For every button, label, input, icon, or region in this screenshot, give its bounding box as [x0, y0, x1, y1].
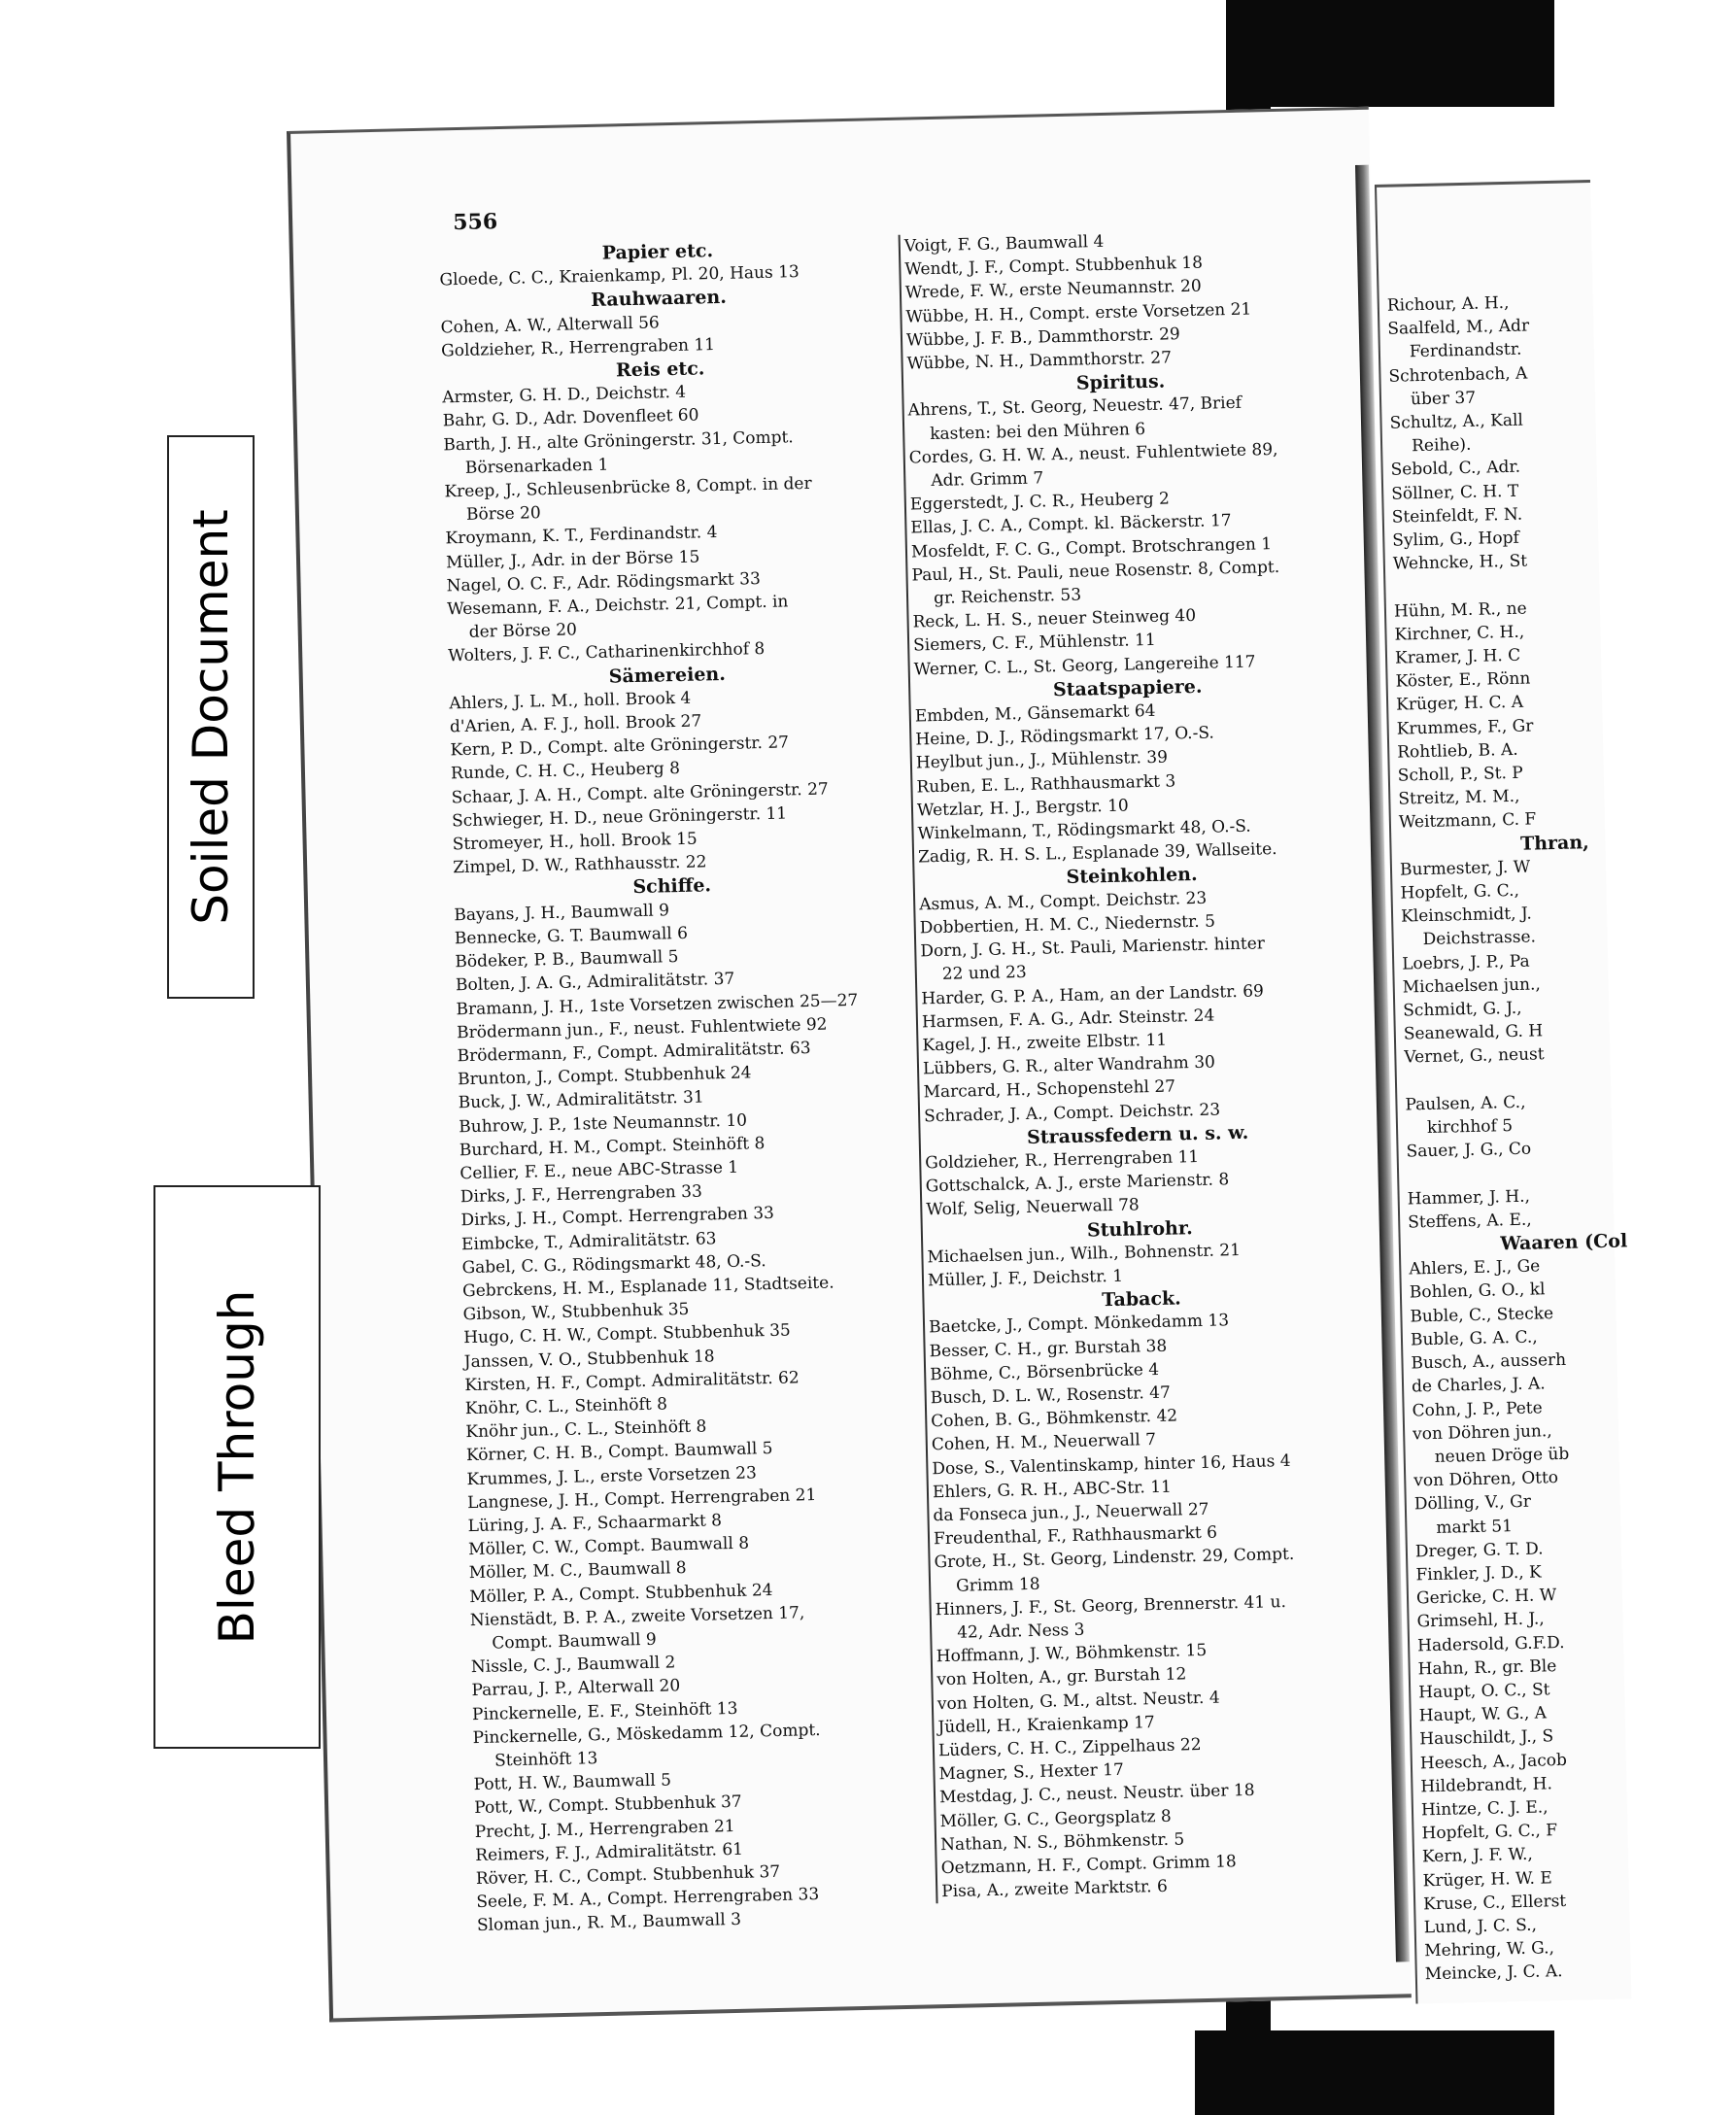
- directory-entry: Cohen, H. M., Neuerwall 7: [931, 1430, 1157, 1455]
- directory-entry: Dölling, V., Gr: [1413, 1492, 1532, 1515]
- directory-entry: Armster, G. H. D., Deichstr. 4: [442, 382, 687, 408]
- entry-continuation: 22 und 23: [941, 963, 1027, 985]
- directory-entry: Schultz, A., Kall: [1389, 410, 1524, 433]
- directory-entry: Langnese, J. H., Compt. Herrengraben 21: [466, 1484, 817, 1513]
- directory-entry: Hauschildt, J., S: [1419, 1726, 1554, 1750]
- directory-entry: Vernet, G., neust: [1404, 1044, 1545, 1069]
- directory-entry: Kirsten, H. F., Compt. Admiralitätstr. 62: [464, 1368, 800, 1395]
- directory-entry: Stromeyer, H., holl. Brook 15: [452, 829, 698, 855]
- directory-entry: Ellas, J. C. A., Compt. kl. Bäckerstr. 17: [910, 511, 1232, 538]
- entry-continuation: gr. Reichenstr. 53: [933, 585, 1082, 609]
- directory-entry: Harder, G. P. A., Ham, an der Landstr. 69: [921, 980, 1265, 1008]
- directory-entry: Lüring, J. A. F., Schaarmarkt 8: [467, 1511, 723, 1537]
- directory-entry: Kroymann, K. T., Ferdinandstr. 4: [445, 523, 718, 549]
- directory-entry: Müller, J., Adr. in der Börse 15: [445, 547, 700, 573]
- directory-entry: Streitz, M. M.,: [1398, 787, 1520, 809]
- directory-entry: Wübbe, H. H., Compt. erste Vorsetzen 21: [905, 299, 1252, 327]
- directory-entry: Böhme, C., Börsenbrücke 4: [929, 1359, 1160, 1385]
- directory-entry: Pott, H. W., Baumwall 5: [473, 1770, 672, 1795]
- directory-entry: Parrau, J. P., Alterwall 20: [471, 1676, 681, 1701]
- directory-entry: Haupt, W. G., A: [1418, 1703, 1548, 1726]
- directory-entry: Knöhr, C. L., Steinhöft 8: [464, 1394, 668, 1419]
- directory-entry: Krüger, H. W. E: [1422, 1867, 1552, 1891]
- bleed-through-label-text: Bleed Through: [209, 1289, 265, 1645]
- directory-entry: Richour, A. H.,: [1386, 292, 1510, 316]
- directory-entry: von Holten, G. M., altst. Neustr. 4: [936, 1688, 1220, 1714]
- directory-entry: Janssen, V. O., Stubbenhuk 18: [463, 1346, 715, 1372]
- directory-entry: Wehncke, H., St: [1392, 551, 1528, 574]
- section-heading: Sämereien.: [608, 663, 727, 688]
- directory-entry: Schrader, J. A., Compt. Deichstr. 23: [923, 1099, 1221, 1126]
- soiled-document-label: [167, 435, 255, 999]
- directory-entry: Ahlers, J. L. M., holl. Brook 4: [449, 688, 692, 714]
- directory-entry: Lübbers, G. R., alter Wandrahm 30: [922, 1052, 1216, 1079]
- directory-entry: Heesch, A., Jacob: [1419, 1750, 1568, 1773]
- directory-entry: Nathan, N. S., Böhmkenstr. 5: [939, 1829, 1185, 1855]
- directory-entry: Hinners, J. F., St. Georg, Brennerstr. 41 u.: [935, 1591, 1287, 1620]
- section-heading: Spiritus.: [1075, 370, 1166, 394]
- directory-entry: Kreep, J., Schleusenbrücke 8, Compt. in der: [444, 473, 812, 502]
- directory-entry: Kramer, J. H. C: [1394, 645, 1521, 668]
- directory-entry: Hammer, J. H.,: [1407, 1186, 1531, 1210]
- directory-entry: Bödeker, P. B., Baumwall 5: [455, 947, 679, 972]
- entry-continuation: Adr. Grimm 7: [931, 468, 1044, 492]
- directory-entry: Hugo, C. H. W., Compt. Stubbenhuk 35: [463, 1320, 791, 1348]
- directory-entry: Zimpel, D. W., Rathhausstr. 22: [453, 852, 707, 878]
- entry-continuation: der Börse 20: [468, 620, 578, 643]
- directory-entry: Röver, H. C., Compt. Stubbenhuk 37: [475, 1861, 781, 1890]
- directory-entry: Mehring, W. G.,: [1424, 1938, 1555, 1961]
- directory-entry: Dreger, G. T. D.: [1414, 1539, 1544, 1562]
- entry-continuation: markt 51: [1436, 1516, 1514, 1538]
- directory-entry: Gottschalck, A. J., erste Marienstr. 8: [925, 1170, 1230, 1197]
- directory-entry: da Fonseca jun., J., Neuerwall 27: [933, 1499, 1209, 1526]
- directory-entry: Gabel, C. G., Rödingsmarkt 48, O.-S.: [461, 1250, 766, 1278]
- section-heading: Papier etc.: [601, 240, 714, 264]
- directory-entry: Hopfelt, G. C.,: [1400, 880, 1520, 904]
- directory-entry: Wesemann, F. A., Deichstr. 21, Compt. in: [446, 592, 789, 620]
- directory-entry: Precht, J. M., Herrengraben 21: [474, 1816, 735, 1842]
- directory-entry: Ahlers, E. J., Ge: [1409, 1256, 1541, 1279]
- directory-entry: Schaar, J. A. H., Compt. alte Gröningerstr. 27: [451, 779, 829, 807]
- directory-entry: Möller, C. W., Compt. Baumwall 8: [467, 1533, 750, 1560]
- directory-entry: Gibson, W., Stubbenhuk 35: [462, 1300, 690, 1325]
- directory-entry: Wolters, J. F. C., Catharinenkirchhof 8: [448, 639, 766, 666]
- directory-entry: Bolten, J. A. G., Admiralitätstr. 37: [455, 970, 735, 996]
- directory-entry: Siemers, C. F., Mühlenstr. 11: [912, 631, 1156, 656]
- directory-entry: von Döhren jun.,: [1412, 1420, 1552, 1445]
- entry-continuation: über 37: [1410, 388, 1477, 410]
- directory-entry: Krummes, F., Gr: [1396, 716, 1534, 739]
- entry-continuation: Ferdinandstr.: [1409, 340, 1522, 362]
- directory-entry: Pinckernelle, G., Möskedamm 12, Compt.: [472, 1720, 821, 1748]
- directory-entry: Dose, S., Valentinskamp, hinter 16, Haus 4: [932, 1450, 1291, 1479]
- directory-entry: Heylbut jun., J., Mühlenstr. 39: [915, 748, 1169, 773]
- directory-entry: Paulsen, A. C.,: [1405, 1092, 1526, 1115]
- directory-entry: Gericke, C. H. W: [1415, 1586, 1557, 1609]
- directory-entry: Kern, P. D., Compt. alte Gröningerstr. 27: [450, 733, 790, 761]
- directory-entry: d'Arien, A. F. J., holl. Brook 27: [449, 711, 702, 737]
- directory-entry: Dobbertien, H. M. C., Niedernstr. 5: [919, 911, 1216, 938]
- section-heading: Schiffe.: [632, 874, 712, 899]
- entry-continuation: neuen Dröge üb: [1434, 1444, 1570, 1467]
- directory-entry: Cellier, F. E., neue ABC-Strasse 1: [460, 1157, 739, 1184]
- directory-entry: Wrede, F. W., erste Neumannstr. 20: [904, 277, 1202, 303]
- directory-entry: Paul, H., St. Pauli, neue Rosenstr. 8, Compt.: [911, 557, 1280, 586]
- directory-entry: Goldzieher, R., Herrengraben 11: [925, 1146, 1200, 1174]
- directory-entry: Mosfeldt, F. C. G., Compt. Brotschrangen 1: [910, 533, 1273, 563]
- directory-entry: Hildebrandt, H.: [1420, 1774, 1553, 1797]
- directory-entry: Burmester, J. W: [1399, 857, 1531, 880]
- directory-entry: Möller, G. C., Georgsplatz 8: [939, 1806, 1172, 1831]
- directory-entry: Brunton, J., Compt. Stubbenhuk 24: [457, 1063, 752, 1090]
- directory-entry: Schrotenbach, A: [1388, 363, 1528, 387]
- entry-continuation: 42, Adr. Ness 3: [957, 1620, 1085, 1643]
- directory-entry: Michaelsen jun.,: [1402, 974, 1542, 998]
- directory-entry: Finkler, J. D., K: [1415, 1562, 1542, 1586]
- directory-entry: Cohen, A. W., Alterwall 56: [440, 312, 660, 338]
- directory-entry: von Döhren, Otto: [1413, 1468, 1559, 1491]
- black-top-band: [1226, 0, 1554, 107]
- directory-entry: Ruben, E. L., Rathhausmarkt 3: [916, 771, 1176, 798]
- directory-entry: Brödermann, F., Compt. Admiralitätstr. 63: [457, 1038, 811, 1067]
- entry-continuation: Steinhöft 13: [494, 1749, 598, 1771]
- directory-entry: Wübbe, J. F. B., Dammthorstr. 29: [905, 324, 1180, 351]
- directory-entry: Buble, G. A. C.,: [1410, 1327, 1538, 1350]
- book-page-left: [287, 107, 1412, 2023]
- directory-entry: Hopfelt, G. C., F: [1421, 1821, 1558, 1844]
- directory-entry: Pott, W., Compt. Stubbenhuk 37: [473, 1792, 742, 1819]
- directory-entry: Lund, J. C. S.,: [1423, 1915, 1538, 1938]
- entry-continuation: Reihe).: [1411, 435, 1472, 457]
- section-heading: Waaren (Col: [1500, 1230, 1628, 1255]
- directory-entry: Sloman jun., R. M., Baumwall 3: [476, 1910, 742, 1936]
- directory-entry: Körner, C. H. B., Compt. Baumwall 5: [465, 1439, 773, 1466]
- directory-entry: Harmsen, F. A. G., Adr. Steinstr. 24: [921, 1006, 1215, 1033]
- directory-entry: Cohen, B. G., Böhmkenstr. 42: [931, 1406, 1178, 1432]
- directory-entry: Söllner, C. H. T: [1390, 481, 1519, 504]
- directory-entry: Zadig, R. H. S. L., Esplanade 39, Wallseite.: [917, 839, 1277, 868]
- directory-entry: Lüders, C. H. C., Zippelhaus 22: [937, 1735, 1202, 1761]
- entry-continuation: kasten: bei den Mühren 6: [930, 419, 1146, 444]
- directory-entry: Gebrckens, H. M., Esplanade 11, Stadtseite.: [461, 1273, 834, 1302]
- directory-entry: von Holten, A., gr. Burstah 12: [936, 1664, 1187, 1690]
- directory-entry: Möller, M. C., Baumwall 8: [468, 1558, 687, 1584]
- directory-entry: Hoffmann, J. W., Böhmkenstr. 15: [936, 1641, 1208, 1667]
- directory-entry: Köster, E., Rönn: [1395, 668, 1531, 692]
- directory-entry: Buble, C., Stecke: [1410, 1303, 1554, 1327]
- directory-entry: Bohlen, G. O., kl: [1409, 1279, 1546, 1303]
- directory-entry: Nissle, C. J., Baumwall 2: [470, 1653, 676, 1678]
- directory-entry: Meincke, J. C. A.: [1424, 1961, 1563, 1985]
- directory-entry: Embden, M., Gänsemarkt 64: [914, 700, 1156, 727]
- directory-entry: Kruse, C., Ellerst: [1422, 1891, 1567, 1915]
- directory-entry: Mestdag, J. C., neust. Neustr. über 18: [938, 1781, 1255, 1808]
- directory-entry: Pisa, A., zweite Marktstr. 6: [941, 1877, 1169, 1902]
- directory-entry: Bahr, G. D., Adr. Dovenfleet 60: [442, 405, 699, 431]
- directory-entry: Saalfeld, M., Adr: [1387, 316, 1530, 339]
- directory-entry: Steffens, A. E.,: [1408, 1210, 1532, 1233]
- directory-entry: Pinckernelle, E. F., Steinhöft 13: [471, 1698, 738, 1724]
- directory-entry: Hühn, M. R., ne: [1393, 598, 1527, 622]
- directory-entry: Jüdell, H., Kraienkamp 17: [937, 1712, 1155, 1738]
- directory-entry: Bennecke, G. T. Baumwall 6: [454, 923, 689, 949]
- directory-entry: Voigt, F. G., Baumwall 4: [903, 231, 1105, 256]
- directory-entry: Schmidt, G. J.,: [1403, 998, 1522, 1021]
- section-heading: Thran,: [1519, 831, 1590, 855]
- directory-entry: Eimbcke, T., Admiralitätstr. 63: [460, 1228, 717, 1254]
- directory-entry: Knöhr jun., C. L., Steinhöft 8: [465, 1416, 707, 1443]
- directory-entry: Kern, J. F. W.,: [1421, 1845, 1534, 1867]
- section-heading: Staatspapiere.: [1052, 675, 1203, 701]
- directory-entry: Sauer, J. G., Co: [1406, 1139, 1532, 1162]
- directory-entry: Goldzieher, R., Herrengraben 11: [440, 334, 716, 361]
- directory-entry: Sylim, G., Hopf: [1392, 528, 1520, 551]
- section-heading: Straussfedern u. s. w.: [1026, 1121, 1249, 1148]
- entry-continuation: Börse 20: [465, 503, 541, 526]
- directory-entry: Barth, J. H., alte Gröningerstr. 31, Compt.: [443, 426, 794, 456]
- entry-continuation: Börsenarkaden 1: [464, 455, 609, 478]
- directory-entry: Buhrow, J. P., 1ste Neumannstr. 10: [459, 1110, 748, 1137]
- section-heading: Reis etc.: [615, 358, 705, 382]
- directory-entry: Dirks, J. H., Compt. Herrengraben 33: [460, 1204, 775, 1231]
- directory-entry: Brödermann jun., F., neust. Fuhlentwiete 92: [456, 1014, 828, 1042]
- left-column: [439, 235, 914, 1937]
- directory-entry: Hadersold, G.F.D.: [1416, 1632, 1565, 1655]
- directory-entry: Hintze, C. J. E.,: [1420, 1797, 1549, 1821]
- directory-entry: Oetzmann, H. F., Compt. Grimm 18: [940, 1852, 1237, 1879]
- book-page-right-partial: [1375, 180, 1631, 2004]
- directory-entry: Gloede, C. C., Kraienkamp, Pl. 20, Haus 13: [439, 262, 800, 290]
- directory-entry: Krüger, H. C. A: [1395, 693, 1524, 716]
- section-heading: Steinkohlen.: [1066, 864, 1198, 889]
- directory-entry: Heine, D. J., Rödingsmarkt 17, O.-S.: [915, 723, 1215, 750]
- entry-continuation: Grimm 18: [955, 1574, 1040, 1596]
- directory-entry: Haupt, O. C., St: [1418, 1680, 1550, 1703]
- directory-entry: Ehlers, G. R. H., ABC-Str. 11: [932, 1477, 1173, 1503]
- directory-entry: Freudenthal, F., Rathhausmarkt 6: [933, 1522, 1218, 1550]
- next-page-column: [1387, 287, 1736, 1986]
- directory-entry: Eggerstedt, J. C. R., Heuberg 2: [909, 489, 1171, 515]
- directory-entry: Loebrs, J. P., Pa: [1401, 951, 1530, 974]
- directory-entry: Kirchner, C. H.,: [1394, 622, 1525, 645]
- directory-entry: Winkelmann, T., Rödingsmarkt 48, O.-S.: [917, 816, 1251, 844]
- directory-entry: de Charles, J. A.: [1411, 1374, 1546, 1397]
- entry-continuation: kirchhof 5: [1426, 1116, 1514, 1139]
- right-column: [899, 225, 1369, 1904]
- directory-entry: Seele, F. M. A., Compt. Herrengraben 33: [476, 1885, 820, 1913]
- directory-entry: Buck, J. W., Admiralitätstr. 31: [458, 1087, 704, 1113]
- section-heading: Taback.: [1101, 1287, 1182, 1312]
- directory-entry: Wetzlar, H. J., Bergstr. 10: [916, 796, 1129, 821]
- directory-entry: Grimsehl, H. J.,: [1416, 1609, 1545, 1632]
- directory-entry: Kleinschmidt, J.: [1400, 904, 1533, 927]
- directory-entry: Weitzmann, C. F: [1398, 809, 1537, 834]
- directory-entry: Wolf, Selig, Neuerwall 78: [926, 1195, 1140, 1220]
- directory-entry: Kagel, J. H., zweite Elbstr. 11: [922, 1030, 1168, 1056]
- page-number: 556: [452, 209, 498, 236]
- directory-entry: Magner, S., Hexter 17: [938, 1760, 1125, 1785]
- directory-entry: Sebold, C., Adr.: [1390, 458, 1521, 481]
- directory-entry: Rohtlieb, B. A.: [1397, 739, 1518, 763]
- directory-entry: Wübbe, N. H., Dammthorstr. 27: [906, 348, 1173, 374]
- directory-entry: Dirks, J. F., Herrengraben 33: [460, 1181, 703, 1208]
- directory-entry: Marcard, H., Schopenstehl 27: [923, 1076, 1176, 1103]
- directory-entry: Baetcke, J., Compt. Mönkedamm 13: [928, 1311, 1230, 1338]
- directory-entry: Runde, C. H. C., Heuberg 8: [450, 759, 681, 784]
- directory-entry: Bayans, J. H., Baumwall 9: [454, 900, 670, 925]
- directory-entry: Cordes, G. H. W. A., neust. Fuhlentwiete 89,: [908, 439, 1278, 468]
- directory-entry: Dorn, J. G. H., St. Pauli, Marienstr. hinter: [920, 934, 1266, 962]
- directory-entry: Krummes, J. L., erste Vorsetzen 23: [466, 1462, 758, 1489]
- entry-continuation: Compt. Baumwall 9: [492, 1629, 657, 1654]
- bleed-through-label: [153, 1185, 321, 1749]
- section-heading: Stuhlrohr.: [1086, 1216, 1193, 1242]
- directory-entry: Müller, J. F., Deichstr. 1: [927, 1266, 1124, 1291]
- section-heading: Rauhwaaren.: [590, 287, 728, 312]
- entry-continuation: Deichstrasse.: [1422, 927, 1537, 950]
- directory-entry: Schwieger, H. D., neue Gröningerstr. 11: [451, 803, 788, 832]
- directory-entry: Werner, C. L., St. Georg, Langereihe 117: [913, 652, 1256, 680]
- directory-entry: Busch, D. L. W., Rosenstr. 47: [930, 1382, 1172, 1409]
- directory-entry: Nagel, O. C. F., Adr. Rödingsmarkt 33: [446, 568, 762, 597]
- directory-entry: Steinfeldt, F. N.: [1391, 504, 1523, 528]
- directory-entry: Ahrens, T., St. Georg, Neuestr. 47, Brief: [907, 393, 1242, 421]
- directory-entry: Scholl, P., St. P: [1397, 763, 1523, 786]
- directory-entry: Hahn, R., gr. Ble: [1417, 1655, 1557, 1680]
- directory-entry: Seanewald, G. H: [1403, 1021, 1544, 1044]
- directory-entry: Grote, H., St. Georg, Lindenstr. 29, Compt.: [934, 1545, 1295, 1573]
- directory-entry: Bramann, J. H., 1ste Vorsetzen zwischen 25—27: [456, 990, 859, 1019]
- directory-entry: Besser, C. H., gr. Burstah 38: [929, 1336, 1168, 1361]
- directory-entry: Nienstädt, B. P. A., zweite Vorsetzen 17,: [469, 1603, 805, 1630]
- directory-entry: Asmus, A. M., Compt. Deichstr. 23: [919, 888, 1208, 915]
- directory-entry: Michaelsen jun., Wilh., Bohnenstr. 21: [927, 1240, 1242, 1268]
- directory-entry: Burchard, H. M., Compt. Steinhöft 8: [459, 1133, 766, 1160]
- directory-entry: Reimers, F. J., Admiralitätstr. 61: [475, 1839, 744, 1865]
- directory-entry: Busch, A., ausserh: [1411, 1349, 1567, 1374]
- soiled-document-label-text: Soiled Document: [183, 509, 239, 925]
- black-bottom-band: [1195, 2030, 1554, 2115]
- directory-entry: Möller, P. A., Compt. Stubbenhuk 24: [469, 1580, 773, 1607]
- directory-entry: Wendt, J. F., Compt. Stubbenhuk 18: [904, 253, 1204, 280]
- directory-entry: Reck, L. H. S., neuer Steinweg 40: [912, 606, 1197, 632]
- directory-entry: Cohn, J. P., Pete: [1412, 1397, 1543, 1420]
